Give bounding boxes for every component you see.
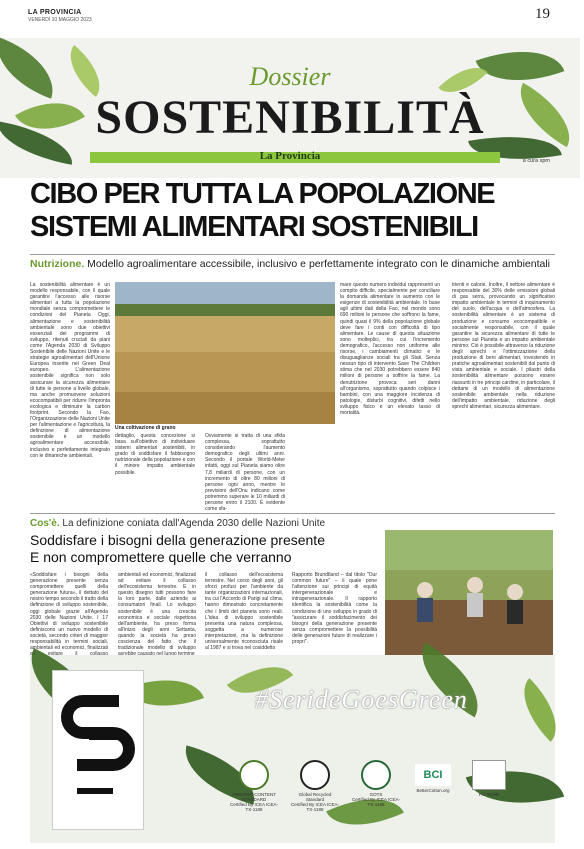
cert-bci-icon: BCI [415,764,451,786]
headline-line-2: E non compromettere quelle che verranno [30,549,292,565]
credit: a cura spm [522,158,550,164]
reforestation-photo [385,530,553,656]
headline-line-1: CIBO PER TUTTA LA POPOLAZIONE [30,178,495,210]
photo-caption: Una coltivazione di grano [115,425,176,431]
divider [30,254,555,255]
cert-grs: Global Recycled Standard Certified By ICEA ICEA-TX-1188 [290,760,340,812]
main-headline [30,178,555,244]
article2-kicker-line [30,518,325,529]
cert-grs-icon [300,760,330,790]
article1-col5: trienti e calorie. Inoltre, il settore alimentare è responsabile del 30% delle emissioni globali di gas serra, provocando un significativo impatto ambientale in termini di inquinamento del suolo, dell'acqua e dell'atmosfera. La sostenibilità alimentare è un sistema di produzione e consumo ecocompatibile e socialmente responsabile, con il quale garantire la sicurezza alimentare di tutte le persone sul Pianeta e un impatto ambientale minimo. Ciò è possibile attraverso la riduzione degli sprechi e l'ottimizzazione della produzione di beni alimentari, investendo in pratiche agroalimentari sostenibili dal punto di vista ambientale e sociale. I pilastri della sostenibilità alimentare possono essere riassunti in tre principi cardine, in particolare, il dettami di un modello di alimentazione sostenibile ambientale nella riduzione dell'impatto ambientale, riduzione degli sprechi alimentari, sicurezza alimentare. [452,282,555,410]
cert-gots-icon [361,760,391,790]
cert-gots: GOTS Certified By ICEA ICEA-TX-1188 [352,760,400,807]
subhead-text: La definizione coniata dall'Agenda 2030 delle Nazioni Unite [59,518,326,529]
kicker: Nutrizione. [30,258,85,270]
seride-logo [52,670,144,830]
article2-headline [30,532,410,566]
cert-bci: BCI BetterCotton.org [410,760,456,793]
sponsor-name: La Provincia [259,150,321,162]
subhead-text: Modello agroalimentare accessibile, inclusivo e perfettamente integrato con le dinamiche ambientali [84,258,551,270]
campaign-hashtag: #SerideGoesGreen [255,685,468,714]
article2-col4: Rapporto Brundtland – dal titolo "Our common future" – il quale pone l'attenzione sui principi di equità intergenerazionale e intragenerazionale. Il rapporto identifica la sostenibilità come la condizione di uno sviluppo in grado di "assicurare il soddisfacimento dei bisogni della generazione presente senza compromettere la possibilità delle generazioni future di realizzare i propri". [292,572,377,646]
issue-date: VENERDÌ 10 MAGGIO 2023 [28,17,92,23]
kicker: Cos'è. [30,518,60,529]
cert-for-textile: For Textile [466,760,512,797]
article1-col4: mare questo numero individui rappresenti un compito difficile, specialmente per conciliare la domanda alimentare in aumento con le esigenze di sostenibilità ambientale. In base agli ultimi dati della Fao, nel mondo sono 690 milioni le persone che soffrono la fame, quindi quasi il 9% della popolazione globale deve fare i conti con difficoltà di tipo alimentare. Le cause di questa situazione sono molteplici, tra cui l'incremento demografico, l'accesso non uniforme alle risorse, i cambiamenti climatici e le disuguaglianze sociali tra gli Stati. Senza nessun tipo di intervento Save The Children stima che nel 2030 potrebbero essere 840 milioni di persone a soffrire la fame. La denutrizione provoca seri danni all'organismo, soprattutto quando colpisce i bambini, con una maggiore incidenza di patologie, disturbi cognitivi, difetti nello sviluppo fisico e un elevato tasso di mortalità. [340,282,440,416]
article2-col2: ambientali ed economici, finalizzati ad evitare il collasso dell'ecosistema terrestre. E in questo disegno tutti possono fare la loro parte, dalle aziende ai consumatori finali. Lo sviluppo sostenibile è una crescita economica e sociale rispettosa dell'ambiente, ha preso forma all'inizio degli anni Settanta, quando la società ha preso coscienza del fatto che il tradizionale modello di sviluppo [118,572,196,652]
dossier-title: SOSTENIBILITÀ [95,91,485,144]
article1-col3b: Ovviamente si tratta di una sfida complessa, soprattutto considerando l'aumento demografico degli ultimi anni. Secondo il portale World-Meter infatti, oggi sul Pianeta siamo oltre 7,8 miliardi di persone, con un incremento di oltre 80 milioni di persone ogni anno, mentre le previsioni dell'Onu indicano come potremmo superare le 10 miliardi di persone entro il 2100. È evidente come sfa- [205,433,285,513]
article2-col3: il collasso dell'ecosistema terrestre. Nel corso degli anni, gli sforzi profusi per l'ambiente da tante organizzazioni internazionali, tra cui l'Accordo di Parigi sul clima, hanno dimostrato concretamente che i limiti del pianeta sono reali. L'idea di sviluppo sostenibile presenta una natura complessa, soggetta a numerose interpretazioni, ma la definizione universalmente riconosciuta risale al 1987 e si trova nel cosiddetto [205,572,283,652]
headline-line-2: SISTEMI ALIMENTARI SOSTENIBILI [30,211,478,243]
article2-col1: «Soddisfare i bisogni della generazione presente senza compromettere quelli della generazione futura», il dettato del nostro tempo secondo il tratto della definizione di sviluppo sostenibile, oggi globale grazie all'Agenda 2030 delle Nazioni Unite. I 17 Obiettivi di sviluppo sostenibile definiscono un nuovo modello di società, secondo criteri di maggior responsabilità in termini sociali, ambientali ed economici, finalizzati [30,572,108,652]
newspaper-name: LA PROVINCIA [28,9,82,16]
article1-subhead [30,258,550,270]
article1-col1: La sostenibilità alimentare è un modello responsabile, con il quale garantire l'accesso alle risorse alimentari a tutta la popolazione mondiale senza compromettere le condizioni del Pianeta Oggi, alimentazione e sostenibilità ambientale sono due obiettivi essenziali dei programmi di sviluppo, ritenuti cruciali da piani come l'Agenda 2030 di Sviluppo Sostenibile delle Nazioni Unite e le strategie agroalimentari dell'Unione Europea inserite nel Green Deal europeo. L'alimentazione sostenibile significa non solo assicurare la sicurezza alimentare di tutte le persone a livello globale, ma anche promuovere soluzioni ecocompatibili per ridurre l'impronta ecologica e diminuire la carbon footprint. Secondo la Fao, l'Organizzazione delle Nazioni Unite per l'alimentazione e l'agricoltura, la definizione di alimentazione sostenibile è un modello agroalimentare accessibile, inclusivo e perfettamente integrato con le dinamiche ambientali. [30,282,110,459]
cert-ocs: ORGANIC CONTENT STANDARD Certified By ICEA ICEA-TX-1188 [230,760,278,812]
cert-for-textile-icon [472,760,506,790]
headline-line-1: Soddisfare i bisogni della generazione presente [30,532,325,548]
dossier-label: Dossier [249,62,331,91]
divider [30,513,555,514]
page-number: 19 [535,6,550,22]
cert-ocs-icon [239,760,269,790]
wheat-photo [115,282,335,424]
article1-col2b: dettaglio, questa concezione si basa sull'obiettivo di individuare sistemi alimentari sostenibili, in grado di soddisfare il fabbisogno nutrizionale della popolazione e con il minore impatto ambientale possibile. [115,433,195,476]
